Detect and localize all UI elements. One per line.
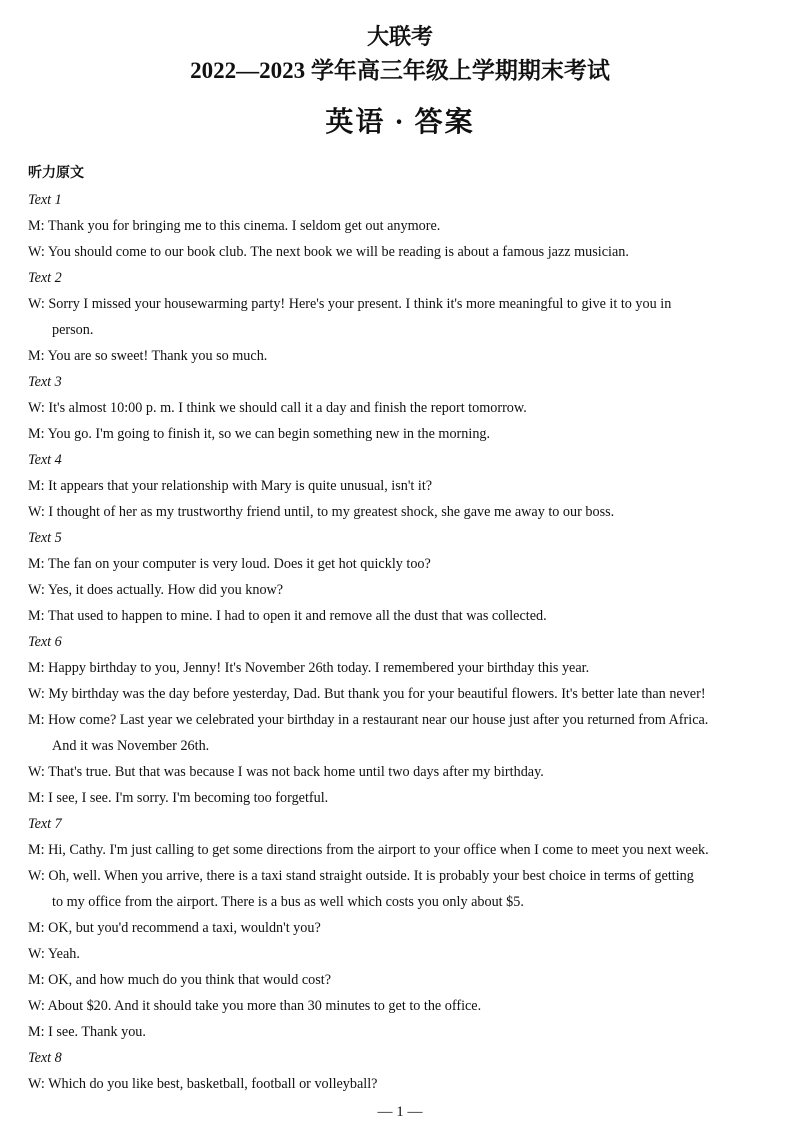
transcript-line: W: Oh, well. When you arrive, there is a taxi stand straight outside. It is probably your best choice in terms of getting <box>28 868 694 884</box>
transcript-line: M: It appears that your relationship with Mary is quite unusual, isn't it? <box>28 478 433 494</box>
page-number: — 1 — <box>377 1104 423 1120</box>
transcript-line: W: Yes, it does actually. How did you know? <box>28 582 284 598</box>
transcript-line: person. <box>52 322 94 338</box>
transcript-line: W: I thought of her as my trustworthy friend until, to my greatest shock, she gave me away to our boss. <box>28 504 615 520</box>
exam-title: 2022—2023 学年高三年级上学期期末考试 <box>190 58 610 83</box>
transcript-line: And it was November 26th. <box>52 738 210 754</box>
text-label: Text 3 <box>28 374 62 390</box>
transcript-line: W: My birthday was the day before yesterday, Dad. But thank you for your beautiful flowers. It's better late than never! <box>28 686 706 702</box>
text-label: Text 2 <box>28 270 62 286</box>
transcript-line: M: I see, I see. I'm sorry. I'm becoming too forgetful. <box>28 790 329 806</box>
transcript-line: M: Happy birthday to you, Jenny! It's November 26th today. I remembered your birthday this year. <box>28 660 590 676</box>
section-title: 听力原文 <box>28 165 84 181</box>
transcript-line: W: Which do you like best, basketball, football or volleyball? <box>28 1076 378 1092</box>
subject-title: 英语 · 答案 <box>325 107 475 138</box>
transcript-line: W: Yeah. <box>28 946 80 962</box>
transcript-line: to my office from the airport. There is a bus as well which costs you only about $5. <box>52 894 524 910</box>
text-label: Text 7 <box>28 816 62 832</box>
transcript-line: M: You go. I'm going to finish it, so we can begin something new in the morning. <box>28 426 491 442</box>
text-label: Text 8 <box>28 1050 62 1066</box>
transcript-line: M: Hi, Cathy. I'm just calling to get some directions from the airport to your office when I come to meet you next week. <box>28 842 709 858</box>
transcript-line: M: The fan on your computer is very loud. Does it get hot quickly too? <box>28 556 431 572</box>
transcript-line: M: You are so sweet! Thank you so much. <box>28 348 268 364</box>
transcript-body <box>28 187 774 1097</box>
transcript-line: M: OK, and how much do you think that would cost? <box>28 972 332 988</box>
transcript-line: M: I see. Thank you. <box>28 1024 146 1040</box>
text-label: Text 5 <box>28 530 62 546</box>
transcript-line: W: Sorry I missed your housewarming party! Here's your present. I think it's more meaningful to give it to you in <box>28 296 672 312</box>
text-label: Text 6 <box>28 634 62 650</box>
text-label: Text 4 <box>28 452 62 468</box>
transcript-line: M: How come? Last year we celebrated your birthday in a restaurant near our house just after you returned from Africa. <box>28 712 709 728</box>
transcript-line: W: You should come to our book club. The next book we will be reading is about a famous jazz musician. <box>28 244 629 260</box>
exam-org: 大联考 <box>366 24 433 49</box>
transcript-line: W: That's true. But that was because I was not back home until two days after my birthday. <box>28 764 544 780</box>
transcript-line: M: Thank you for bringing me to this cinema. I seldom get out anymore. <box>28 218 441 234</box>
transcript-line: W: It's almost 10:00 p. m. I think we should call it a day and finish the report tomorrow. <box>28 400 527 416</box>
transcript-line: W: About $20. And it should take you more than 30 minutes to get to the office. <box>28 998 482 1014</box>
transcript-line: M: That used to happen to mine. I had to open it and remove all the dust that was collected. <box>28 608 547 624</box>
transcript-line: M: OK, but you'd recommend a taxi, wouldn't you? <box>28 920 321 936</box>
text-label: Text 1 <box>28 192 62 208</box>
